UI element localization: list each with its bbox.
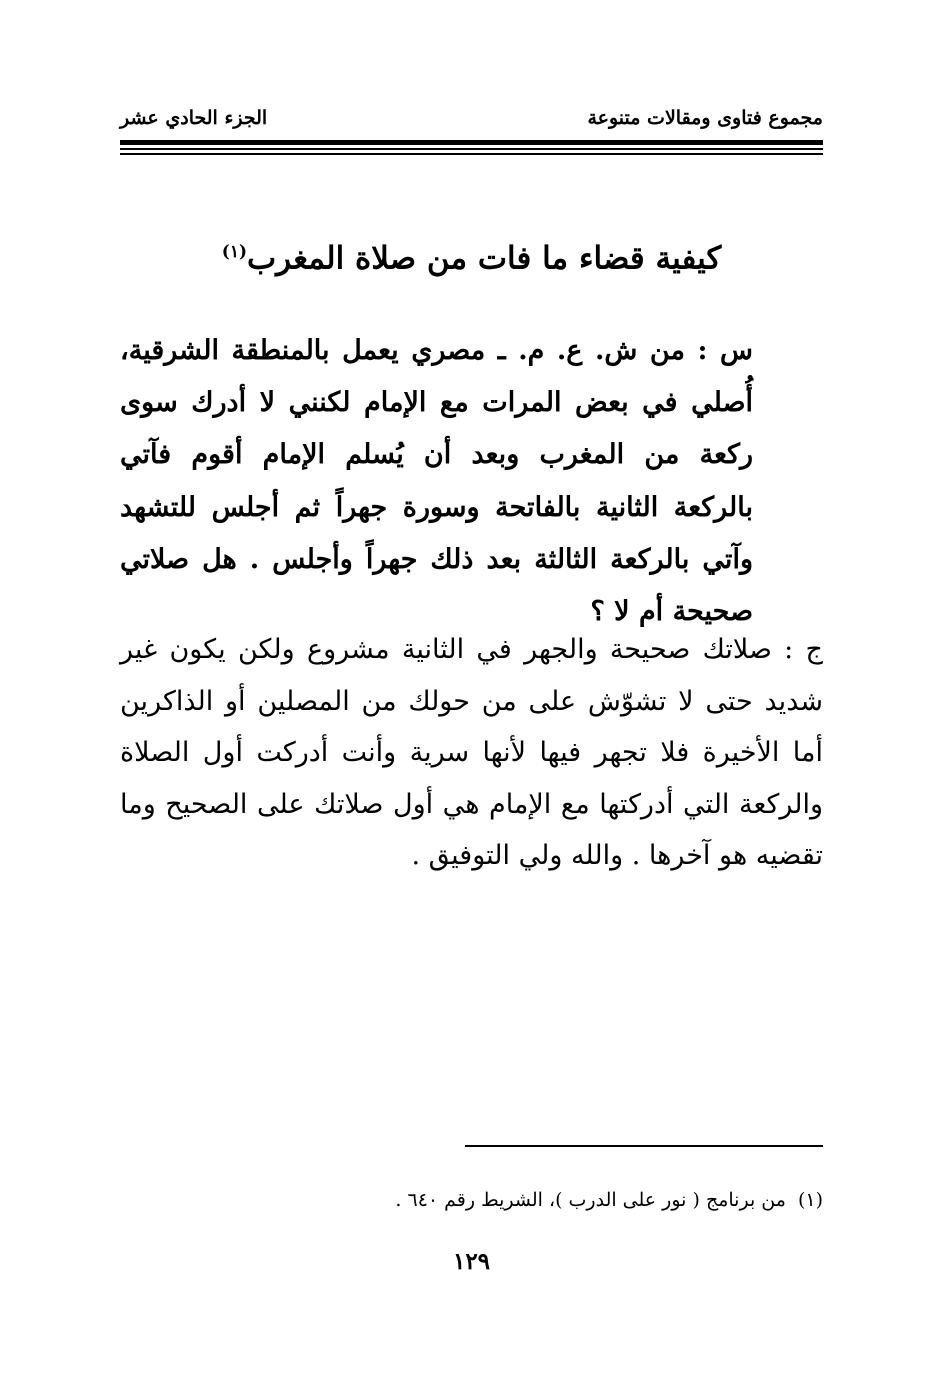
header-divider [120, 140, 823, 155]
answer-paragraph: ج : صلاتك صحيحة والجهر في الثانية مشروع ولكن يكون غير شديد حتى لا تشوّش على من حولك من المصلين أو الذاكرين أما الأخيرة فلا تجهر فيها لأنها سرية وأنت أدركت أول الصلاة والركعة التي أدركتها مع الإمام هي أول صلاتك على الصحيح وما تقضيه هو آخرها . والله ولي التوفيق . [120, 634, 823, 871]
footnote [120, 1182, 823, 1218]
title-footnote-ref: (١) [221, 242, 247, 262]
header-rule-thick [120, 140, 823, 145]
header-rule-thin-second [120, 153, 823, 155]
footnote-text: من برنامج ( نور على الدرب )، الشريط رقم ٦٤٠ . [395, 1189, 786, 1211]
header-book-title: مجموع فتاوى ومقالات متنوعة [587, 107, 823, 129]
footnote-marker: (١) [797, 1189, 823, 1211]
article-title-text: كيفية قضاء ما فات من صلاة المغرب [247, 240, 722, 277]
running-header [120, 102, 823, 134]
article-title [120, 222, 823, 288]
page-number: ١٢٩ [452, 1248, 491, 1275]
header-volume: الجزء الحادي عشر [120, 107, 268, 129]
footnote-separator [465, 1145, 823, 1147]
question-paragraph: س : من ش. ع. م. ـ مصري يعمل بالمنطقة الشرقية، أُصلي في بعض المرات مع الإمام لكنني لا أدرك سوى ركعة من المغرب وبعد أن يُسلم الإمام أقوم فآتي بالركعة الثانية بالفاتحة وسورة جهراً ثم أجلس للتشهد وآتي بالركعة الثالثة بعد ذلك جهراً وأجلس . هل صلاتي صحيحة أم لا ؟ [120, 335, 753, 628]
header-rule-thin [120, 148, 823, 150]
